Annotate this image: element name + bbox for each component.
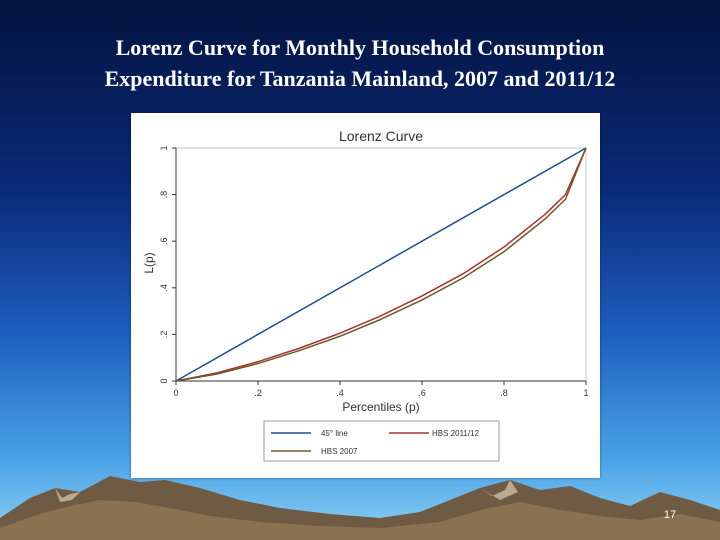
x-tick-label: .6 [418,388,426,398]
x-axis-ticks [173,381,588,398]
lorenz-chart [131,113,600,478]
y-tick-label: .8 [159,190,169,199]
x-tick-label: 0 [173,388,179,398]
legend-label-hbs-2011: HBS 2011/12 [432,429,479,438]
x-tick-label: .4 [336,388,344,398]
y-tick-label: .6 [159,237,169,245]
x-tick-label: .2 [254,388,262,398]
y-tick-label: 1 [159,145,169,151]
y-tick-label: .4 [159,284,169,292]
x-tick-label: .8 [500,388,508,398]
series-lines [176,148,586,381]
x-tick-label: 1 [583,388,589,398]
page-number: 17 [663,509,677,521]
legend-label-hbs-2007: HBS 2007 [321,447,358,456]
y-axis-ticks [159,145,176,383]
x-axis-label: Percentiles (p) [342,400,420,414]
chart-panel [131,113,600,478]
legend-label-45-line: 45° line [321,429,348,438]
slide-title-line-1: Lorenz Curve for Monthly Household Consumption [115,35,605,60]
series-line-0 [176,148,586,381]
y-tick-label: 0 [159,378,169,384]
slide-title-line-2: Expenditure for Tanzania Mainland, 2007 and 2011/12 [104,66,616,91]
legend [264,421,499,461]
y-axis-label: L(p) [142,252,156,274]
y-tick-label: .2 [159,330,169,339]
chart-title: Lorenz Curve [338,128,424,144]
slide-title [0,32,720,94]
legend-box [264,421,499,461]
